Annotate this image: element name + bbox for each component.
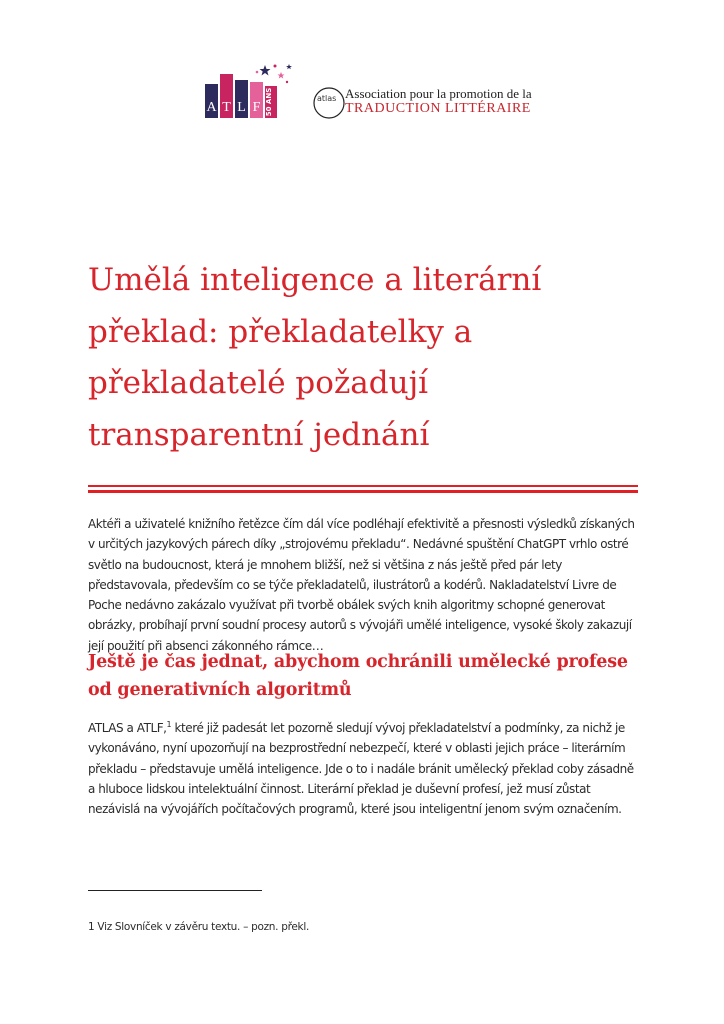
atlf-badge: 50 ANS — [265, 87, 273, 117]
atlas-association-line: Association pour la promotion de la — [345, 86, 532, 101]
paragraph-text-rest: které již padesát let pozorně sledují vývoj překladatelství a podmínky, za nichž je vykonáváno, nyní upozorňují na bezprostřední nebezpečí, které v oblasti jejich práce – literárním překladu – představuje umělá inteligence. Jde o to i nadále bránit umělecký překlad coby zásadně a hluboce lidskou intelektuální činnost. Literární překlad je duševní profesí, jež musí zůstat nezávislá na vývojářích počítačových programů, které jsou inteligentní jenom svým označením. — [88, 721, 634, 817]
title-rule-thick — [88, 490, 638, 493]
page-title: Umělá inteligence a literární překlad: překladatelky a překladatelé požadují transparentní jednání — [88, 262, 542, 453]
star-icon — [260, 65, 271, 76]
star-icon — [286, 64, 292, 69]
section-paragraph — [88, 718, 640, 819]
intro-paragraph: Aktéři a uživatelé knižního řetězce čím dál více podléhají efektivitě a přesnosti výsledků získaných v určitých jazykových párech díky „strojovému překladu“. Nedávné spuštění ChatGPT vrhlo ostré světlo na budoucnost, která je mnohem bližší, než si většina z nás ještě před pár lety představovala, především co se týče překladatelů, ilustrátorů a kodérů. Nakladatelství Livre de Poche nedávno zakázalo využívat při tvorbě obálek svých knih algoritmy schopné generovat obrázky, probíhají první soudní procesy autorů s vývojáři umělé inteligence, vysoké školy zakazují její použití při absenci zákonného rámce… — [88, 517, 635, 653]
atlf-letter: F — [252, 100, 261, 115]
star-icon — [278, 72, 285, 79]
atlf-letter: L — [237, 100, 246, 115]
footnote: 1 Viz Slovníček v závěru textu. – pozn. překl. — [88, 921, 309, 933]
title-rule-thin — [88, 485, 638, 487]
atlas-small-label: atlas — [317, 94, 337, 103]
footnote-ref[interactable]: 1 — [166, 720, 172, 729]
header-logos — [0, 58, 724, 128]
atlas-logo — [312, 80, 532, 120]
paragraph-text-start: ATLAS a ATLF, — [88, 721, 167, 735]
atlf-logo — [203, 62, 298, 124]
atlf-letter: A — [206, 100, 217, 115]
atlas-circle-icon — [312, 86, 346, 120]
section-heading: Ještě je čas jednat, abychom ochránili umělecké profese od generativních algoritmů — [88, 652, 628, 700]
atlf-letter: T — [222, 100, 231, 115]
atlas-traduction-line: TRADUCTION LITTÉRAIRE — [345, 101, 531, 116]
footnote-separator — [88, 890, 262, 891]
